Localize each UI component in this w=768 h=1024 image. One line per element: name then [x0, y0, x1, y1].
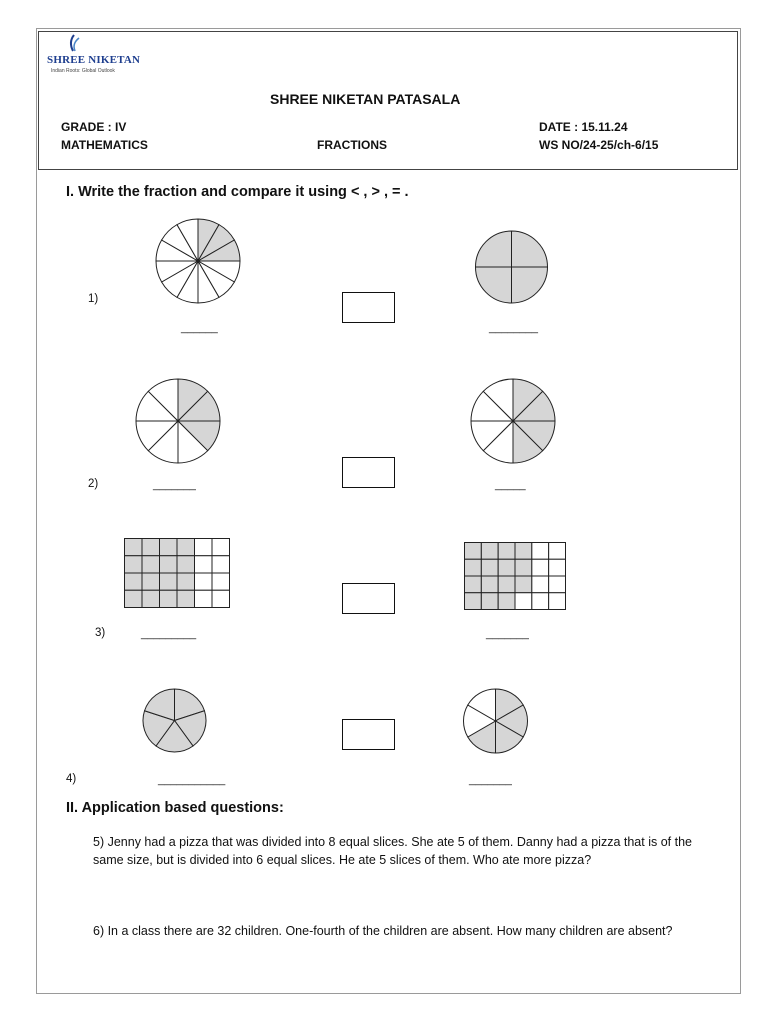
- q3-right-grid-cell-18: [549, 576, 566, 593]
- q3-left-grid-cell-14: [142, 573, 160, 590]
- q3-left-grid-cell-3: [160, 539, 178, 556]
- subject-label: MATHEMATICS: [61, 138, 148, 152]
- q3-right-grid-cell-11: [532, 559, 549, 576]
- q3-left-grid-cell-23: [195, 590, 213, 607]
- q3-right-grid-cell-16: [515, 576, 532, 593]
- q3-left-grid-cell-16: [177, 573, 195, 590]
- q1-left-blank[interactable]: ______: [181, 322, 218, 334]
- logo-name: SHREE NIKETAN: [47, 54, 141, 66]
- q3-left-grid-cell-18: [212, 573, 230, 590]
- q3-right-grid-cell-4: [515, 543, 532, 560]
- q2-number: 2): [88, 478, 99, 490]
- q4-right-circle: [461, 688, 530, 754]
- q3-right-grid-cell-5: [532, 543, 549, 560]
- q3-compare-box[interactable]: [342, 583, 395, 614]
- q3-right-grid: [464, 542, 566, 610]
- q3-right-grid-cell-14: [481, 576, 498, 593]
- q1-right-circle-sector-4: [476, 231, 512, 267]
- q3-left-grid-cell-15: [160, 573, 178, 590]
- q3-right-grid-cell-19: [465, 593, 482, 610]
- q3-right-grid-cell-17: [532, 576, 549, 593]
- q3-right-grid-cell-23: [532, 593, 549, 610]
- q3-left-grid-cell-9: [160, 556, 178, 573]
- q3-left-grid-cell-22: [177, 590, 195, 607]
- q3-left-grid-cell-4: [177, 539, 195, 556]
- school-name: SHREE NIKETAN PATASALA: [270, 91, 461, 107]
- logo-tagline: Indian Roots: Global Outlook: [51, 68, 115, 74]
- q3-right-grid-cell-21: [498, 593, 515, 610]
- q3-right-grid-cell-7: [465, 559, 482, 576]
- section1-title: I. Write the fraction and compare it using < , > , = .: [66, 184, 409, 200]
- q3-left-grid-cell-7: [125, 556, 143, 573]
- q1-compare-box[interactable]: [342, 292, 395, 323]
- q1-right-circle: [473, 230, 550, 304]
- q4-number: 4): [66, 773, 77, 785]
- q3-left-blank[interactable]: _________: [141, 628, 197, 640]
- section2-title: II. Application based questions:: [66, 800, 284, 816]
- q3-right-grid-cell-24: [549, 593, 566, 610]
- q2-compare-box[interactable]: [342, 457, 395, 488]
- q1-right-circle-sector-2: [512, 267, 548, 303]
- q3-right-grid-cell-6: [549, 543, 566, 560]
- date-label: DATE : 15.11.24: [539, 120, 628, 134]
- q2-right-circle: [469, 378, 557, 464]
- q1-left-circle: [155, 218, 241, 304]
- q3-left-grid-cell-10: [177, 556, 195, 573]
- q3-left-grid-cell-13: [125, 573, 143, 590]
- worksheet-number: WS NO/24-25/ch-6/15: [539, 138, 659, 152]
- q1-right-circle-sector-1: [512, 231, 548, 267]
- q2-left-blank[interactable]: _______: [153, 479, 196, 491]
- q1-right-blank[interactable]: ________: [489, 322, 538, 334]
- q3-left-grid-cell-17: [195, 573, 213, 590]
- q1-right-circle-sector-3: [476, 267, 512, 303]
- q3-right-grid-cell-13: [465, 576, 482, 593]
- q2-left-circle: [135, 378, 221, 464]
- q3-right-grid-cell-20: [481, 593, 498, 610]
- logo-bird-icon: [64, 33, 84, 53]
- q3-left-grid-cell-11: [195, 556, 213, 573]
- q3-right-grid-cell-10: [515, 559, 532, 576]
- q3-left-grid-cell-12: [212, 556, 230, 573]
- q3-left-grid-cell-1: [125, 539, 143, 556]
- q4-right-blank[interactable]: _______: [469, 774, 512, 786]
- q3-left-grid-cell-24: [212, 590, 230, 607]
- question-5: 5) Jenny had a pizza that was divided into 8 equal slices. She ate 5 of them. Danny had a pizza that is of the same size, but is divided into 6 equal slices. He ate 5 slices of them. Who ate more pizza?: [93, 835, 692, 867]
- q3-left-grid-cell-6: [212, 539, 230, 556]
- q2-right-blank[interactable]: _____: [495, 479, 526, 491]
- q3-left-grid-cell-5: [195, 539, 213, 556]
- q3-left-grid-cell-8: [142, 556, 160, 573]
- q1-number: 1): [88, 293, 99, 305]
- q3-left-grid-cell-19: [125, 590, 143, 607]
- q3-left-grid-cell-21: [160, 590, 178, 607]
- q4-left-circle: [141, 688, 208, 753]
- topic-label: FRACTIONS: [317, 138, 387, 152]
- q3-left-grid: [124, 538, 230, 608]
- q3-right-grid-cell-1: [465, 543, 482, 560]
- q3-right-blank[interactable]: _______: [486, 628, 529, 640]
- q3-number: 3): [95, 627, 106, 639]
- question-6: 6) In a class there are 32 children. One-fourth of the children are absent. How many children are absent?: [93, 924, 673, 938]
- q3-right-grid-cell-15: [498, 576, 515, 593]
- q4-left-blank[interactable]: ___________: [158, 774, 226, 786]
- q3-right-grid-cell-9: [498, 559, 515, 576]
- q3-left-grid-cell-2: [142, 539, 160, 556]
- q3-right-grid-cell-2: [481, 543, 498, 560]
- q3-left-grid-cell-20: [142, 590, 160, 607]
- q4-compare-box[interactable]: [342, 719, 395, 750]
- q3-right-grid-cell-3: [498, 543, 515, 560]
- q3-right-grid-cell-22: [515, 593, 532, 610]
- grade-label: GRADE : IV: [61, 120, 127, 134]
- q3-right-grid-cell-8: [481, 559, 498, 576]
- q3-right-grid-cell-12: [549, 559, 566, 576]
